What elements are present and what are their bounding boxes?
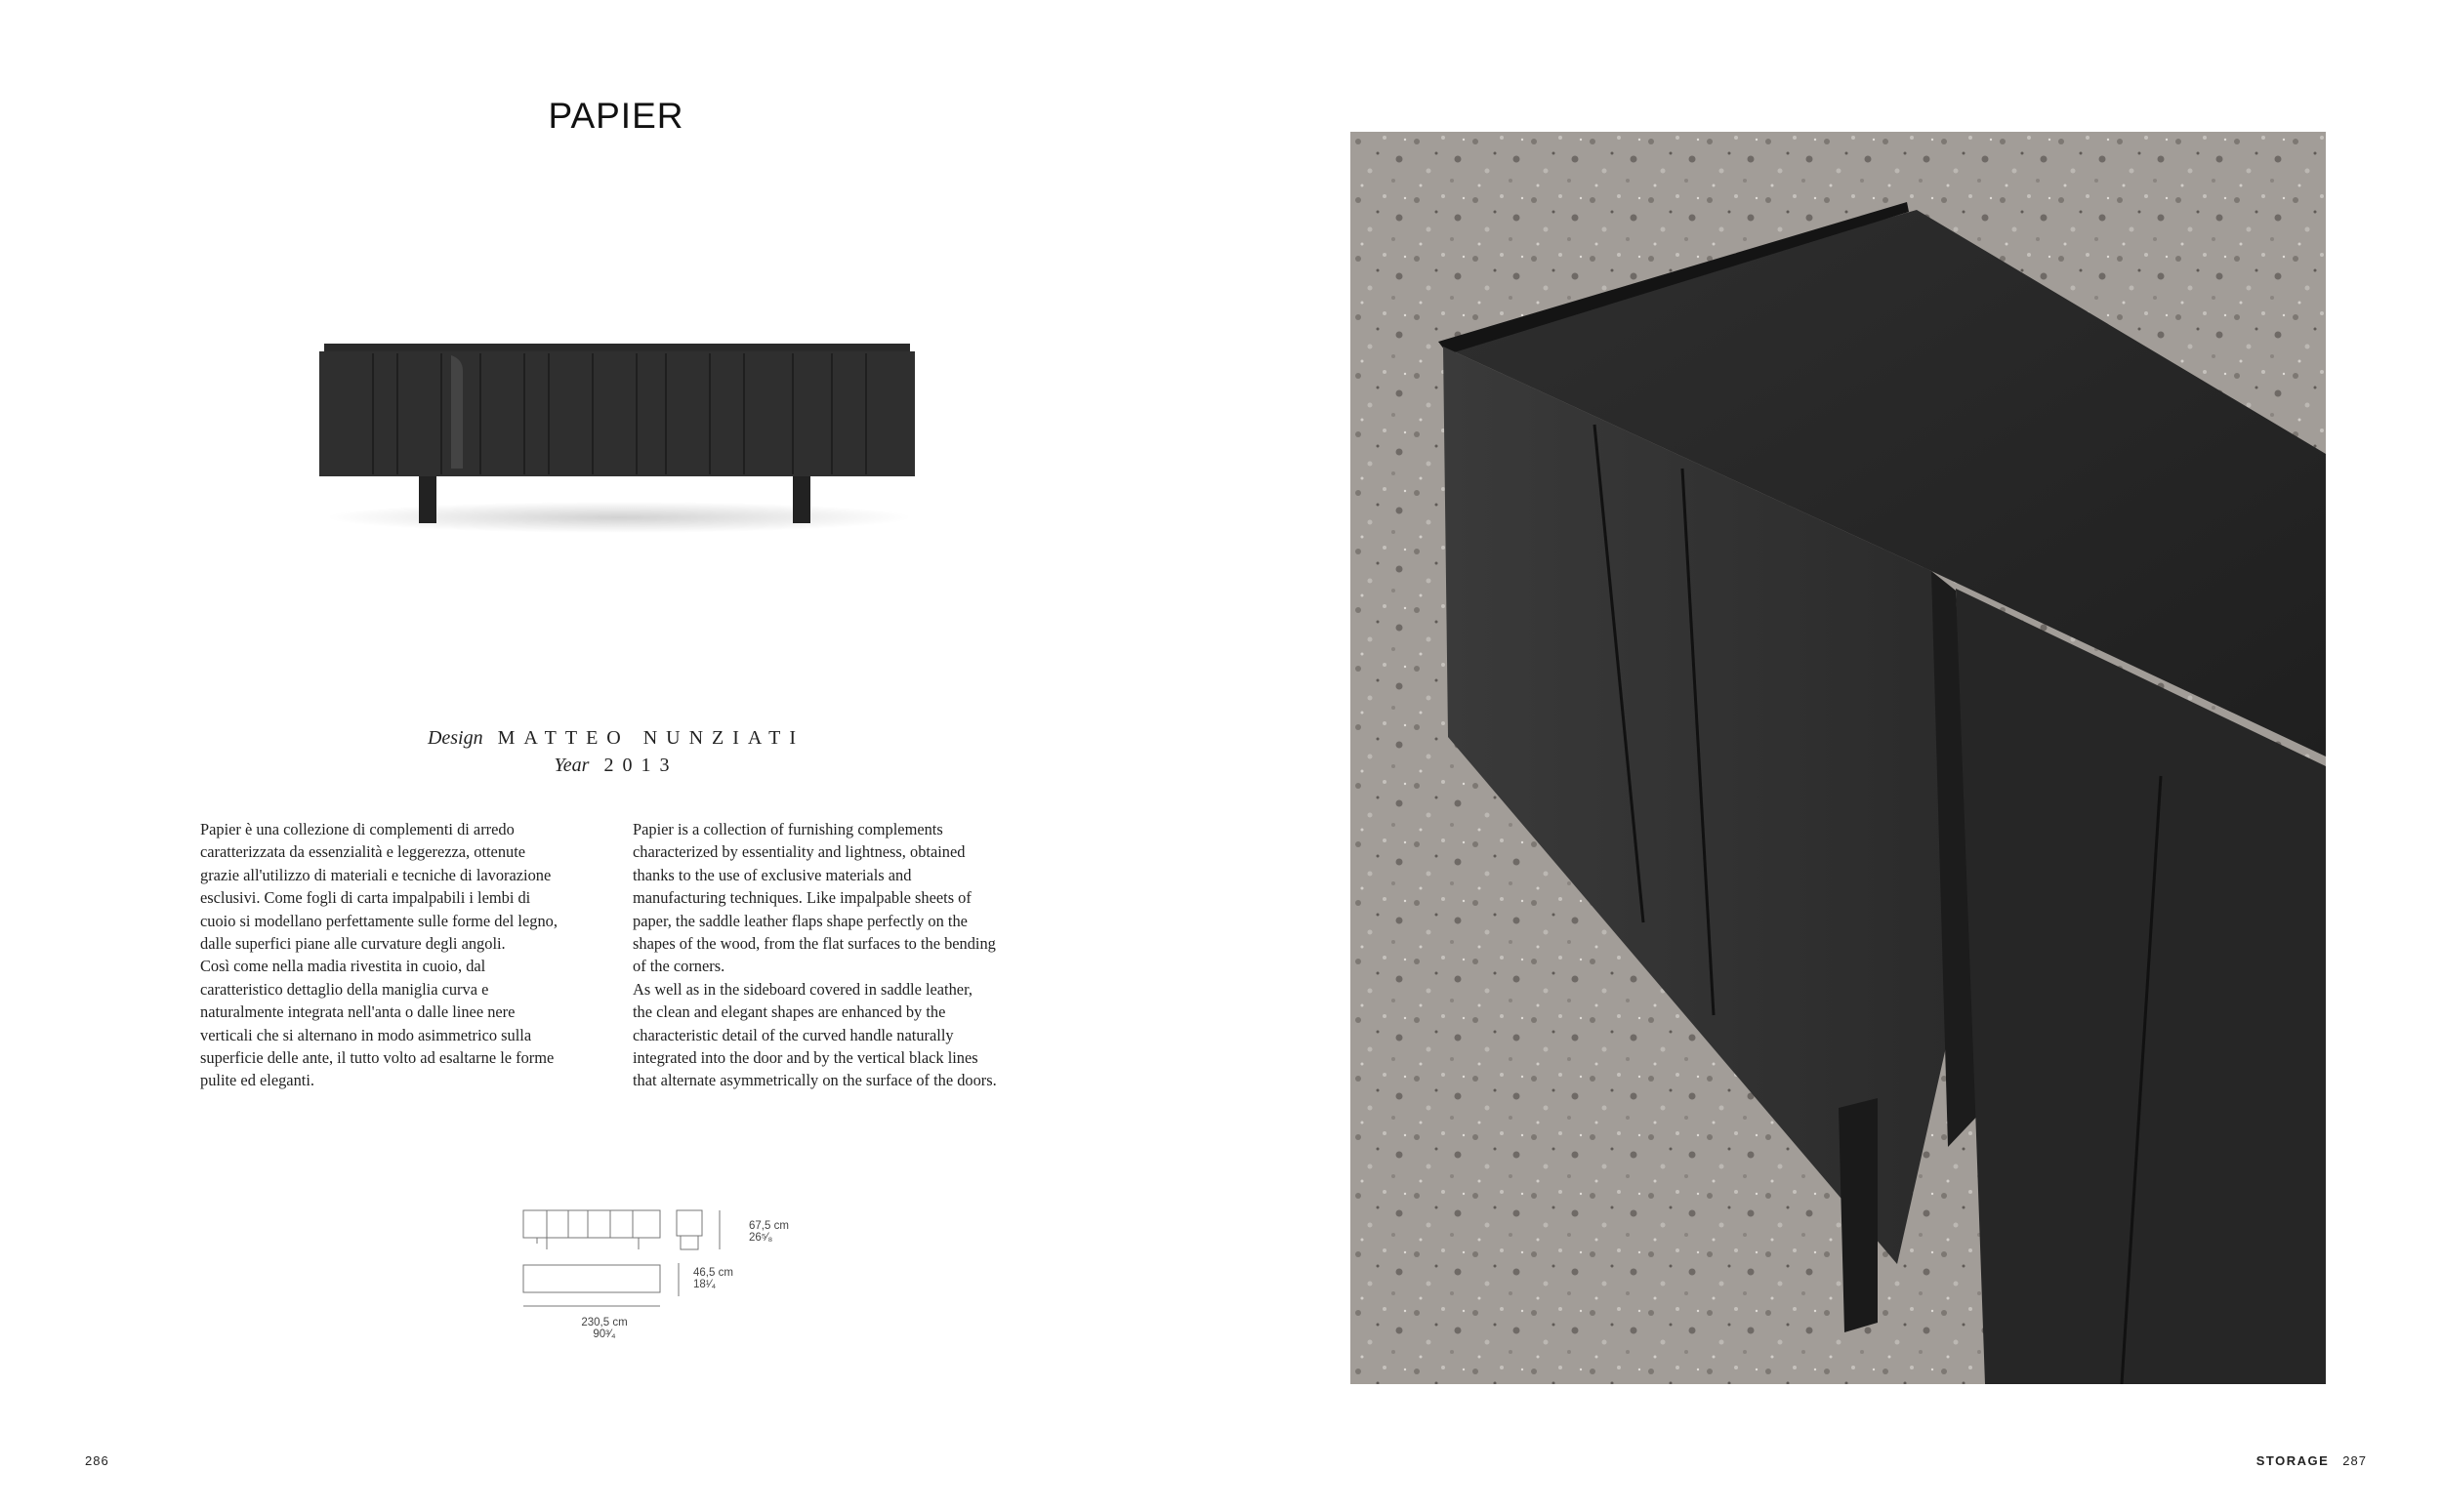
width-in: 90³⁄₄ (593, 1328, 616, 1340)
width-cm: 230,5 cm (581, 1317, 628, 1328)
section-label: STORAGE (2255, 1453, 2330, 1468)
text-line: naturalmente integrata nell'anta o dalle linee nere (200, 1002, 516, 1022)
width-dimension (560, 1317, 648, 1340)
depth-cm: 46,5 cm (693, 1267, 733, 1279)
text-line: grazie all'utilizzo di materiali e tecniche di lavorazione (200, 865, 552, 884)
year-label: Year (554, 755, 590, 776)
page-number-right: 287 (2342, 1453, 2367, 1468)
text-line: verticali che si alternano in modo asimmetrico sulla (200, 1025, 532, 1044)
page-footer-right (2256, 1453, 2367, 1468)
description-english (633, 818, 997, 1092)
text-line: cuoio si modellano perfettamente sulle forme del legno, (200, 911, 558, 930)
text-line: superficie delle ante, il tutto volto ad esaltarne le forme (200, 1048, 555, 1068)
design-label: Design (427, 727, 483, 749)
depth-dimension (693, 1267, 733, 1290)
text-line: Così come nella madia rivestita in cuoio, dal (200, 957, 486, 976)
text-line: shapes of the wood, from the flat surfaces to the bending (633, 934, 996, 954)
text-line: As well as in the sideboard covered in saddle leather, (633, 979, 972, 999)
text-line: characteristic detail of the curved handle naturally (633, 1025, 954, 1044)
text-line: dalle superfici piane alle curvature degli angoli. (200, 934, 506, 954)
height-in: 26⁵⁄₈ (749, 1232, 773, 1244)
page-number-left: 286 (85, 1453, 109, 1468)
text-line: Papier is a collection of furnishing complements (633, 820, 943, 838)
year-value: 2013 (603, 755, 679, 776)
text-line: manufacturing techniques. Like impalpable sheets of (633, 888, 972, 908)
text-line: pulite ed eleganti. (200, 1071, 314, 1090)
description-italian (200, 818, 558, 1092)
text-line: of the corners. (633, 957, 725, 976)
text-line: caratteristico dettaglio della maniglia curva e (200, 979, 489, 999)
height-cm: 67,5 cm (749, 1220, 789, 1232)
text-line: thanks to the use of exclusive materials and (633, 865, 912, 884)
sideboard-product-image (314, 332, 924, 537)
text-line: esclusivi. Come fogli di carta impalpabili i lembi di (200, 888, 531, 908)
depth-in: 18¹⁄₄ (693, 1279, 717, 1290)
sideboard-closeup-photo (1350, 132, 2326, 1384)
height-dimension (749, 1220, 789, 1244)
text-line: integrated into the door and by the vertical black lines (633, 1048, 978, 1068)
text-line: caratterizzata da essenzialità e leggerezza, ottenute (200, 842, 526, 862)
text-line: paper, the saddle leather flaps shape perfectly on the (633, 911, 968, 930)
text-line: characterized by essentiality and lightness, obtained (633, 842, 966, 862)
designer-name: MATTEO NUNZIATI (497, 727, 806, 749)
text-line: the clean and elegant shapes are enhanced by the (633, 1002, 946, 1022)
page-title: PAPIER (548, 96, 684, 136)
design-credits (0, 724, 1232, 779)
text-line: that alternate asymmetrically on the surface of the doors. (633, 1071, 997, 1090)
text-line: Papier è una collezione di complementi di arredo (200, 820, 515, 838)
